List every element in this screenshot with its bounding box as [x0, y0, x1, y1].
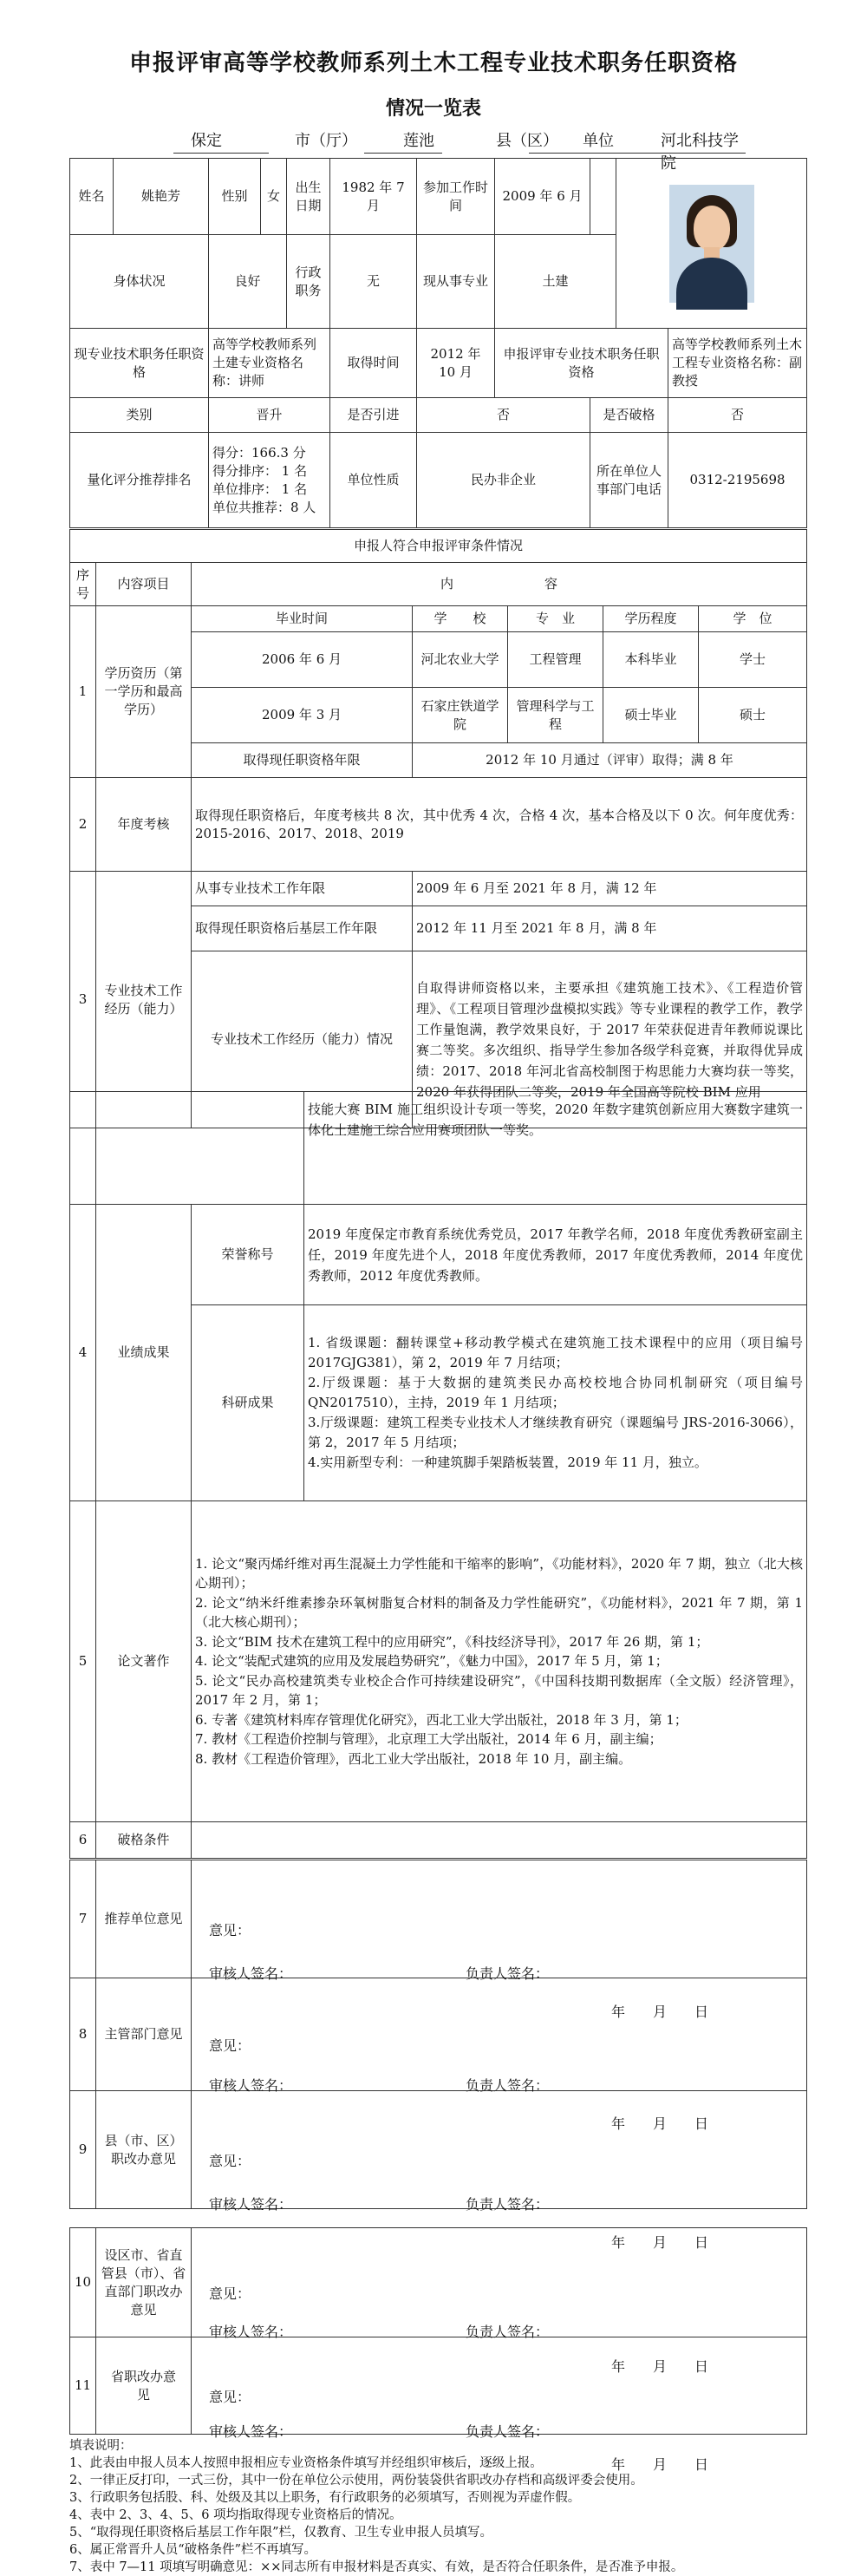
leader-signature: 负责人签名： — [466, 1965, 550, 1982]
paper-item: 2. 论文“纳米纤维素掺杂环氧树脂复合材料的制备及力学性能研究”，《功能材料》，2021 年 7 期，第 1（北大核心期刊）； — [195, 1594, 803, 1631]
edu-col-date: 毕业时间 — [192, 606, 413, 632]
papers-list — [192, 1501, 807, 1822]
edu-years-value: 2012 年 10 月通过（评审）取得；满 8 年 — [413, 743, 807, 778]
location-line — [121, 128, 746, 173]
unit-label: 单位 — [583, 132, 614, 150]
research-list — [304, 1305, 807, 1501]
conditions-table — [69, 529, 807, 1128]
photo — [616, 159, 807, 329]
score-line: 单位排序： 1 名 — [212, 481, 308, 497]
apply-title-label: 申报评审专业技术职务任职资格 — [495, 329, 668, 398]
leader-signature: 负责人签名： — [466, 2195, 550, 2213]
basic-info-table — [69, 158, 807, 528]
leader-signature: 负责人签名： — [466, 2076, 550, 2094]
notes-title: 填表说明： — [69, 2439, 133, 2453]
exception-cond-text — [192, 1822, 807, 1859]
seq-2: 2 — [70, 778, 96, 872]
category-label: 类别 — [70, 398, 209, 433]
experience-detail-text: 自取得讲师资格以来，主要承担《建筑施工技术》、《工程造价管理》、《工程项目管理沙盘模拟实践》等专业课程的教学工作，教学工作量饱满，教学效果良好，于 2017 年荣获促进青年教师说课比赛二等奖。多次组织、指导学生参加各级学科竞赛，并取得优异成绩：2017、2018 年河北省高校制图于构思能力大赛均获一等奖，2020 年获得团队二等奖，2019 年全国高等院校 BIM 应用 — [413, 951, 807, 1128]
experience-years-value: 2009 年 6 月至 2021 年 8 月，满 12 年 — [413, 872, 807, 906]
experience-years-label: 从事专业技术工作年限 — [192, 872, 413, 906]
edu-label: 学历资历（第一学历和最高学历） — [96, 606, 192, 778]
city-label: 市（厅） — [295, 132, 357, 150]
score-line: 单位共推荐：8 人 — [212, 499, 316, 515]
exception-cond-label: 破格条件 — [96, 1822, 192, 1859]
edu-years-label: 取得现任职资格年限 — [192, 743, 413, 778]
experience-detail-continued: 技能大赛 BIM 施工组织设计专项一等奖，2020 年数字建筑创新应用大赛数字建筑一体化土建施工综合应用赛项团队一等奖。 — [304, 1092, 807, 1205]
edu-cell: 2006 年 6 月 — [192, 632, 413, 688]
reviewer-signature: 审核人签名： — [209, 2195, 293, 2213]
seq-3: 3 — [70, 872, 96, 1128]
introduced-label: 是否引进 — [330, 398, 417, 433]
date-line: 年 月 日 — [611, 2455, 709, 2473]
continuation-table — [69, 1091, 807, 1859]
paper-item: 5. 论文“民办高校建筑类专业校企合作可持续建设研究”，《中国科技期刊数据库（全文版）经济管理》，2017 年 2 月，第 1； — [195, 1672, 803, 1709]
hr-phone-label: 所在单位人事部门电话 — [590, 433, 668, 528]
paper-item: 3. 论文“BIM 技术在建筑工程中的应用研究”，《科技经济导刊》，2017 年 26 期，第 1； — [195, 1633, 709, 1650]
edu-cell: 石家庄铁道学院 — [413, 688, 508, 743]
opinion-label-10: 设区市、省直管县（市）、省直部门职改办意见 — [96, 2228, 192, 2337]
conditions-header: 申报人符合申报评审条件情况 — [70, 530, 807, 563]
seq-header: 序号 — [70, 563, 96, 606]
unit: 河北科技学院 — [661, 132, 739, 173]
profession-value: 土建 — [495, 235, 616, 329]
edu-cell: 硕士毕业 — [603, 688, 699, 743]
birth-label: 出生日期 — [287, 159, 330, 235]
edu-col-school: 学 校 — [413, 606, 508, 632]
score-line: 得分：166.3 分 — [212, 444, 306, 461]
paper-item: 6. 专著《建筑材料库存管理优化研究》，西北工业大学出版社，2018 年 3 月，第 1； — [195, 1711, 688, 1728]
seq-8: 8 — [70, 1978, 96, 2091]
item-header: 内容项目 — [96, 563, 192, 606]
gender-label: 性别 — [209, 159, 261, 235]
reviewer-signature: 审核人签名： — [209, 2422, 293, 2440]
obtain-value: 2012 年 10 月 — [417, 329, 495, 398]
research-label: 科研成果 — [192, 1305, 304, 1501]
exception-label: 是否破格 — [590, 398, 668, 433]
research-item: 2.厅级课题：基于大数据的建筑类民办高校校地合协同机制研究（项目编号 QN2017510），主持，2019 年 1 月结项； — [308, 1375, 803, 1410]
opinion-text: 意见： — [209, 2285, 251, 2302]
county-label: 县（区） — [496, 132, 558, 150]
edu-cell: 工程管理 — [508, 632, 603, 688]
opinion-cell-10 — [192, 2228, 807, 2375]
seq-1: 1 — [70, 606, 96, 778]
note-item: 5、“取得现任职资格后基层工作年限”栏，仅教育、卫生专业申报人员填写。 — [69, 2526, 493, 2540]
paper-item: 7. 教材《工程造价控制与管理》，北京理工大学出版社，2014 年 6 月，副主编； — [195, 1731, 662, 1748]
research-item: 3.厅级课题：建筑工程类专业技术人才继续教育研究（课题编号 JRS-2016-3066），第 2，2017 年 5 月结项； — [308, 1415, 803, 1450]
grassroots-years-label: 取得现任职资格后基层工作年限 — [192, 906, 413, 951]
apply-title-value: 高等学校教师系列土木工程专业资格名称：副教授 — [668, 329, 807, 398]
reviewer-signature: 审核人签名： — [209, 1965, 293, 1982]
note-item: 3、行政职务包括股、科、处级及其以上职务，有行政职务的必须填写，否则视为弄虚作假。 — [69, 2491, 581, 2505]
leader-signature: 负责人签名： — [466, 2422, 550, 2440]
score-value — [209, 433, 330, 528]
date-line: 年 月 日 — [611, 2003, 709, 2020]
date-line: 年 月 日 — [611, 2233, 709, 2251]
opinion-label-7: 推荐单位意见 — [96, 1860, 192, 1978]
work-value: 2009 年 6 月 — [495, 159, 590, 235]
county: 莲池 — [403, 132, 434, 150]
opinion-text: 意见： — [209, 2388, 251, 2405]
admin-label: 行政职务 — [287, 235, 330, 329]
category-value: 晋升 — [209, 398, 330, 433]
date-line: 年 月 日 — [611, 2357, 709, 2375]
edu-cell: 本科毕业 — [603, 632, 699, 688]
score-label: 量化评分推荐排名 — [70, 433, 209, 528]
unit-nature-label: 单位性质 — [330, 433, 417, 528]
edu-cell: 2009 年 3 月 — [192, 688, 413, 743]
gender-value: 女 — [261, 159, 287, 235]
obtain-label: 取得时间 — [330, 329, 417, 398]
opinion-label-9: 县（市、区）职改办意见 — [96, 2091, 192, 2209]
name-label: 姓名 — [70, 159, 114, 235]
note-item: 6、属正常晋升人员“破格条件”栏不再填写。 — [69, 2543, 317, 2557]
date-line: 年 月 日 — [611, 2115, 709, 2132]
health-label: 身体状况 — [70, 235, 209, 329]
admin-value: 无 — [330, 235, 417, 329]
opinion-text: 意见： — [209, 2152, 251, 2169]
seq-6: 6 — [70, 1822, 96, 1859]
seq-4: 4 — [70, 1205, 96, 1501]
seq-9: 9 — [70, 2091, 96, 2209]
edu-cell: 河北农业大学 — [413, 632, 508, 688]
health-value: 良好 — [209, 235, 287, 329]
score-line: 得分排序： 1 名 — [212, 462, 308, 479]
note-item: 1、此表由申报人员本人按照申报相应专业资格条件填写并经组织审核后，逐级上报。 — [69, 2456, 543, 2470]
paper-item: 8. 教材《工程造价管理》，西北工业大学出版社，2018 年 10 月，副主编。 — [195, 1750, 632, 1767]
note-item: 2、一律正反打印，一式三份，其中一份在单位公示使用，两份装袋供省职改办存档和高级评委会使用。 — [69, 2474, 643, 2488]
opinion-cell-9 — [192, 2091, 807, 2251]
edu-cell: 硕士 — [699, 688, 807, 743]
page-title: 申报评审高等学校教师系列土木工程专业技术职务任职资格 — [128, 50, 738, 76]
opinion-text: 意见： — [209, 2037, 251, 2054]
grassroots-years-value: 2012 年 11 月至 2021 年 8 月，满 8 年 — [413, 906, 807, 951]
honor-label: 荣誉称号 — [192, 1205, 304, 1305]
birth-value: 1982 年 7 月 — [330, 159, 417, 235]
notes — [69, 2437, 806, 2576]
exception-value: 否 — [668, 398, 807, 433]
edu-col-major: 专 业 — [508, 606, 603, 632]
edu-cell: 管理科学与工程 — [508, 688, 603, 743]
annual-label: 年度考核 — [96, 778, 192, 872]
leader-signature: 负责人签名： — [466, 2323, 550, 2340]
research-item: 4.实用新型专利：一种建筑脚手架踏板装置，2019 年 11 月，独立。 — [308, 1455, 707, 1470]
experience-detail-label: 专业技术工作经历（能力）情况 — [192, 951, 413, 1128]
opinion-label-8: 主管部门意见 — [96, 1978, 192, 2091]
seq-7: 7 — [70, 1860, 96, 1978]
note-item: 7、表中 7—11 项填写明确意见：××同志所有申报材料是否真实、有效，是否符合任职条件，是否准予申报。 — [69, 2560, 684, 2574]
paper-item: 4. 论文“装配式建筑的应用及发展趋势研究”，《魅力中国》，2017 年 5 月，第 1； — [195, 1653, 668, 1670]
content-header: 内 容 — [192, 563, 807, 606]
research-item: 1. 省级课题：翻转课堂+移动教学模式在建筑施工技术课程中的应用（项目编号 2017GJG381），第 2，2019 年 7 月结项； — [308, 1335, 803, 1370]
achievements-label: 业绩成果 — [96, 1205, 192, 1501]
reviewer-signature: 审核人签名： — [209, 2076, 293, 2094]
work-label: 参加工作时间 — [417, 159, 495, 235]
seq-10: 10 — [70, 2228, 96, 2337]
honor-text: 2019 年度保定市教育系统优秀党员，2017 年教学名师，2018 年度优秀教研室副主任，2019 年度先进个人，2018 年度优秀教师，2017 年度优秀教师，2014 年度优秀教师，2012 年度优秀教师。 — [304, 1205, 807, 1305]
current-title-label: 现专业技术职务任职资格 — [70, 329, 209, 398]
current-title-value: 高等学校教师系列土建专业资格名称：讲师 — [209, 329, 330, 398]
opinion-cell-8 — [192, 1978, 807, 2132]
city: 保定 — [191, 132, 222, 150]
reviewer-signature: 审核人签名： — [209, 2323, 293, 2340]
experience-label: 专业技术工作经历（能力） — [96, 872, 192, 1128]
unit-nature-value: 民办非企业 — [417, 433, 590, 528]
edu-col-degree: 学 位 — [699, 606, 807, 632]
edu-cell: 学士 — [699, 632, 807, 688]
annual-text: 取得现任职资格后，年度考核共 8 次，其中优秀 4 次，合格 4 次，基本合格及以下 0 次。何年度优秀：2015-2016、2017、2018、2019 — [192, 778, 807, 872]
opinion-text: 意见： — [209, 1921, 251, 1939]
name-value: 姚艳芳 — [114, 159, 209, 235]
edu-col-level: 学历程度 — [603, 606, 699, 632]
profession-label: 现从事专业 — [417, 235, 495, 329]
opinion-label-11: 省职改办意 见 — [96, 2337, 192, 2435]
paper-item: 1. 论文“聚丙烯纤维对再生混凝土力学性能和干缩率的影响”，《功能材料》，2020 年 7 期，独立（北大核心期刊）； — [195, 1555, 803, 1592]
introduced-value: 否 — [417, 398, 590, 433]
papers-label: 论文著作 — [96, 1501, 192, 1822]
opinion-cell-7 — [192, 1860, 807, 2020]
seq-5: 5 — [70, 1501, 96, 1822]
page-subtitle: 情况一览表 — [385, 98, 481, 120]
opinions-table-a — [69, 1860, 807, 2251]
hr-phone-value: 0312-2195698 — [668, 433, 807, 528]
seq-11: 11 — [70, 2337, 96, 2435]
note-item: 4、表中 2、3、4、5、6 项均指取得现专业资格后的情况。 — [69, 2508, 402, 2522]
